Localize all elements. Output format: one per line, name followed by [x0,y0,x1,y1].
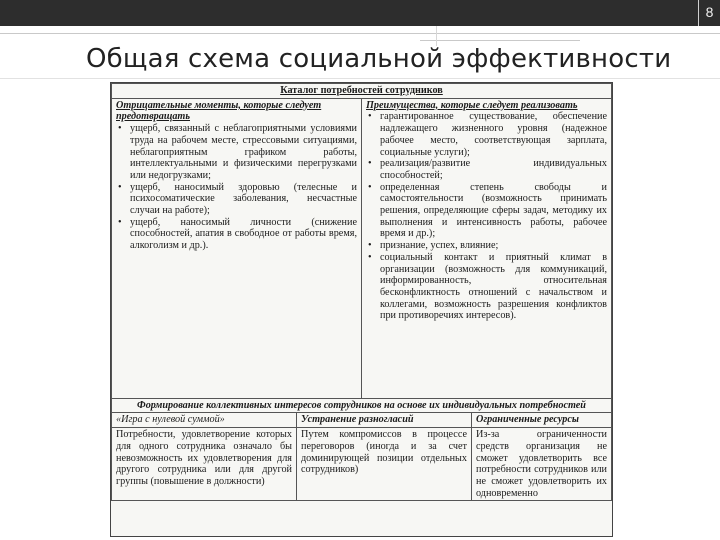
list-item: • реализация/развитие индивидуальных способностей; [366,158,607,181]
slide-title: Общая схема социальной эффективности [86,44,672,74]
list-item: • определенная степень свободы и самостоятельности (возможность принимать решения, определяющие сферы задач, методику их выполнения и интенсивность работы, рабочее время и др.); [366,182,607,241]
list-item: • признание, успех, влияние; [366,240,607,252]
decor-line [0,78,720,79]
resolution-header: Устранение разногласий [297,413,472,428]
list-item: • социальный контакт и приятный климат в организации (возможность для коммуникаций, информированность, относительная бесконфликтность отношений с начальством и коллегами, возможность разрешения конфликтов при противоречиях интересов). [366,252,607,322]
zero-sum-text: Потребности, удовлетворение которых для одного сотрудника означало бы невозможность их удовлетворения для другого сотрудника или для другой группы (повышение в должности) [112,428,297,501]
positive-column [362,98,612,398]
list-item: • ущерб, наносимый личности (снижение способностей, апатия в свободное от работы время, алкоголизм и др.). [116,217,357,252]
decor-line [0,33,720,34]
negative-list [116,123,357,252]
positive-list [366,111,607,322]
catalog-header: Каталог потребностей сотрудников [112,84,612,99]
formation-header: Формирование коллективных интересов сотрудников на основе их индивидуальных потребностей [112,398,612,413]
list-item: • ущерб, наносимый здоровью (телесные и психосоматические заболевания, несчастные случаи на работе); [116,182,357,217]
formation-table [111,398,612,502]
needs-table [111,83,612,399]
zero-sum-header: «Игра с нулевой суммой» [112,413,297,428]
negative-column [112,98,362,398]
resources-header: Ограниченные ресурсы [472,413,612,428]
resources-text: Из-за ограниченности средств организация не сможет удовлетворить все потребности сотрудников или не сможет удовлетворить их одновременно [472,428,612,501]
resolution-text: Путем компромиссов в процессе переговоров (иногда и за счет доминирующей позиции отдельных сотрудников) [297,428,472,501]
list-item: • ущерб, связанный с неблагоприятными условиями труда на рабочем месте, стрессовыми ситуациями, неблагоприятным графиком работы, интеллектуальными и физическими перегрузками или недогрузками; [116,123,357,182]
top-bar [0,0,720,26]
positive-header: Преимущества, которые следует реализовать [366,99,578,111]
slide-number: 8 [698,0,720,26]
decor-line [436,26,437,46]
scanned-document [110,82,613,537]
list-item: • гарантированное существование, обеспечение надлежащего жизненного уровня (надежное рабочее место, соответствующая зарплата, социальные услуги); [366,111,607,158]
negative-header: Отрицательные моменты, которые следует предотвращать [116,99,322,123]
decor-line [420,40,580,41]
